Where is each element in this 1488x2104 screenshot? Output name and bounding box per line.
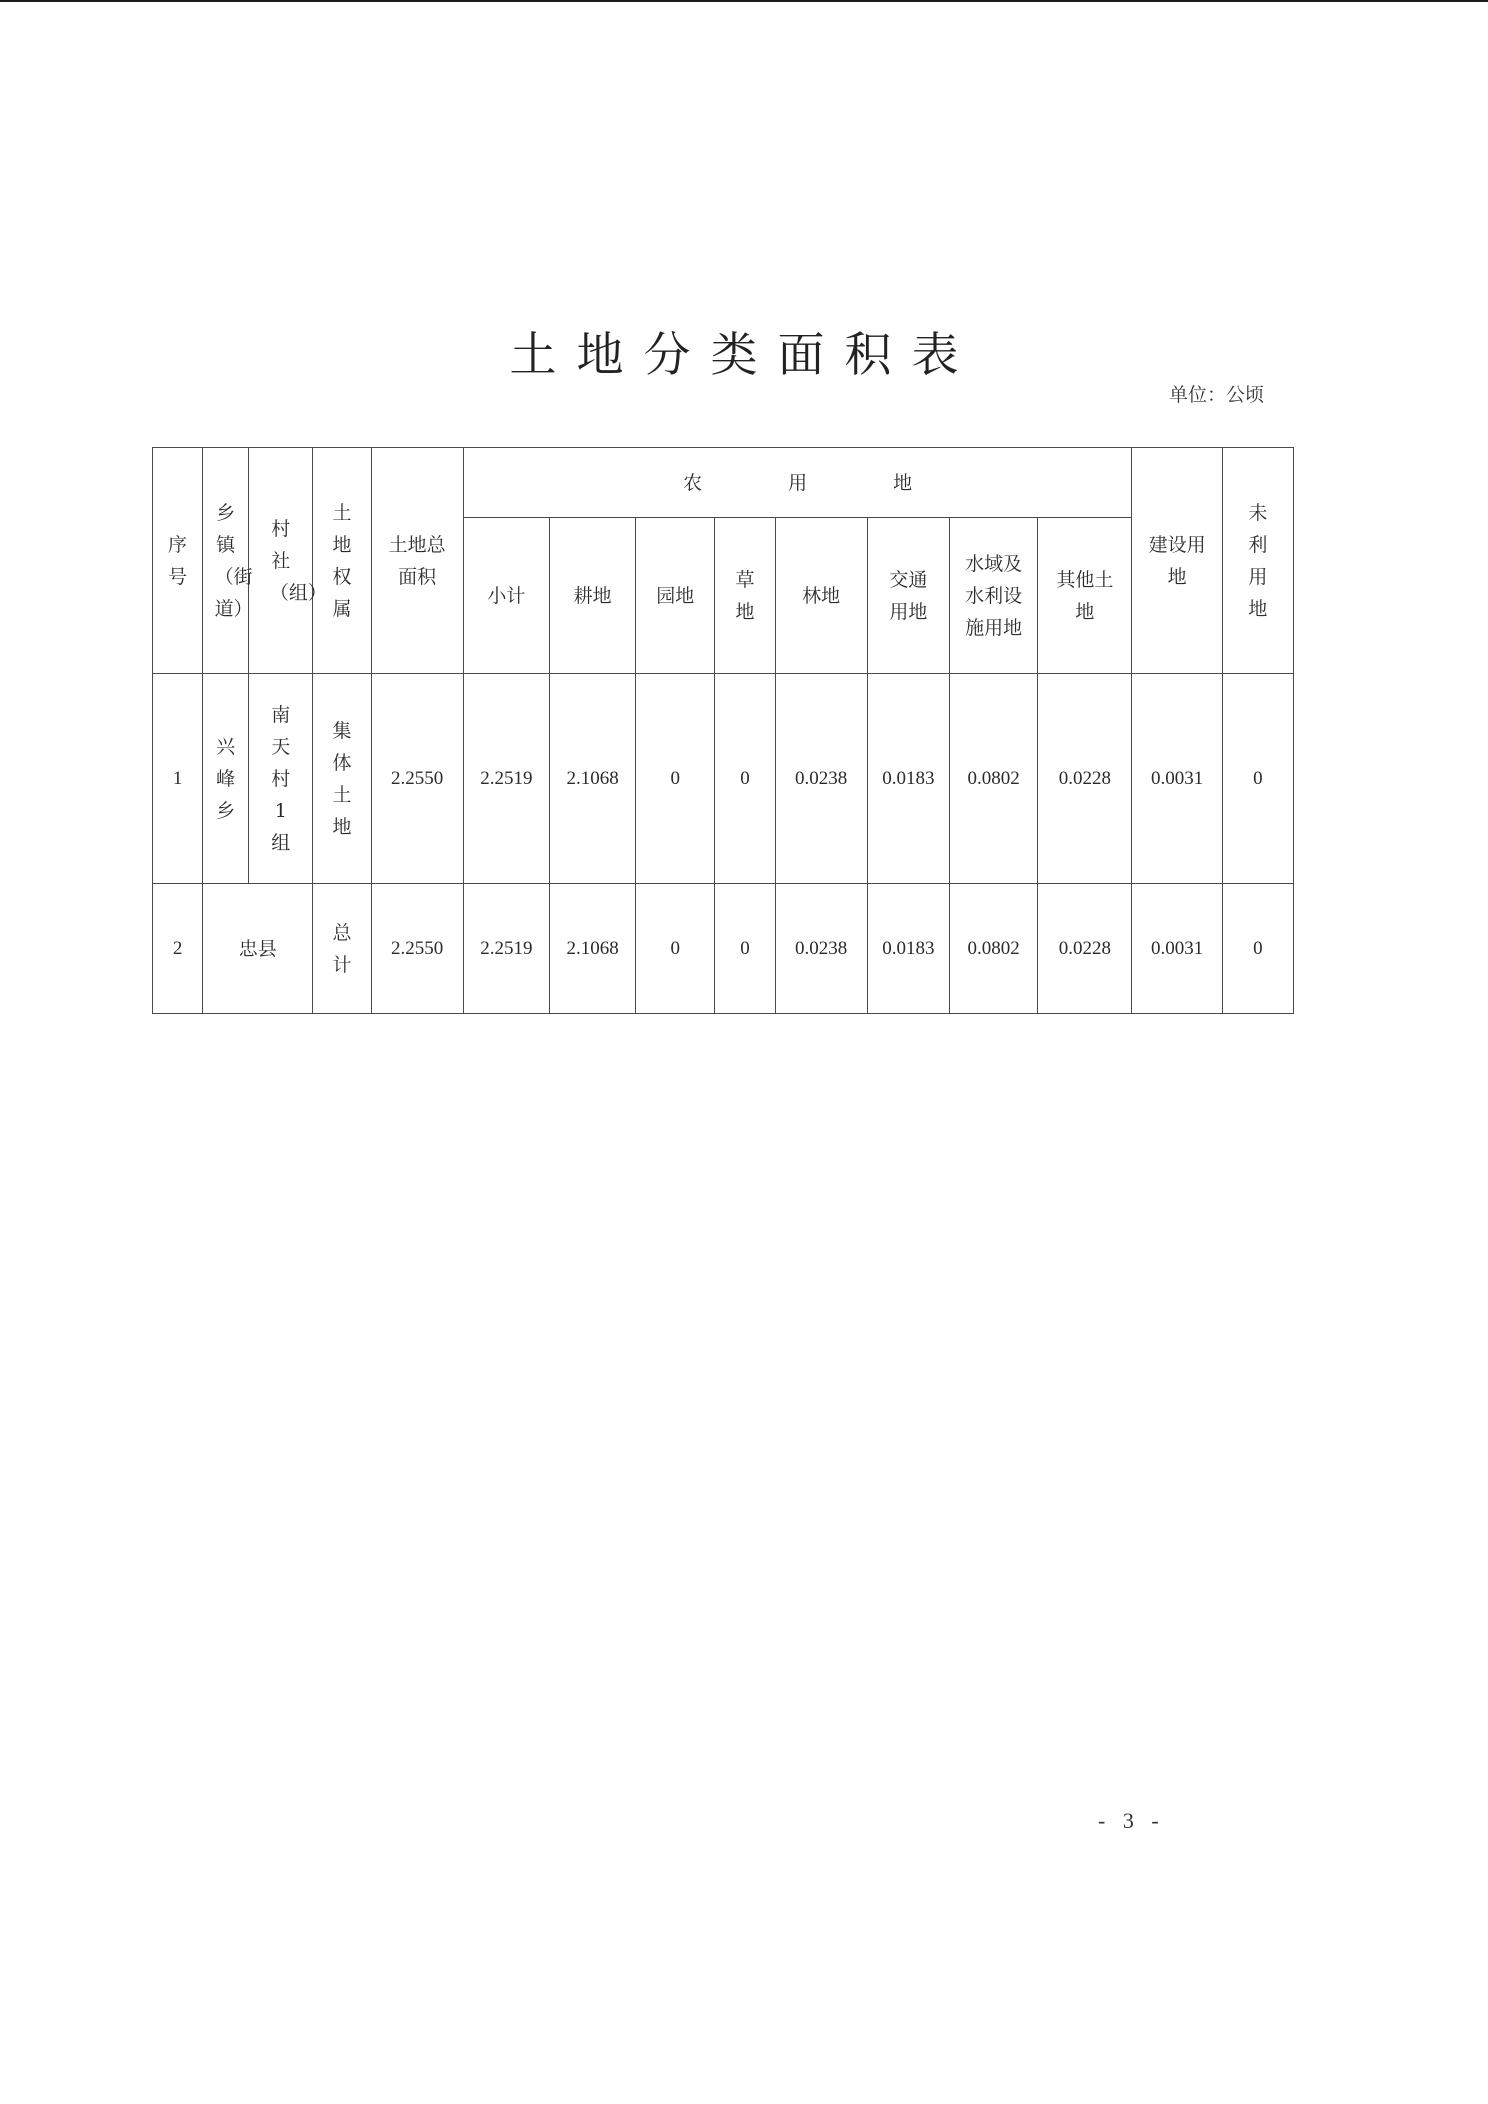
row1-other: 0.0228 [1038,674,1132,884]
header-other: 其他土地 [1038,518,1132,674]
row2-construction: 0.0031 [1132,884,1222,1014]
header-agricultural-land: 农用地 [463,448,1132,518]
row1-township: 兴峰乡 [203,674,249,884]
table-row [153,674,1294,884]
row1-water: 0.0802 [950,674,1038,884]
row2-seq: 2 [153,884,203,1014]
header-village: 村社（组） [249,448,313,674]
row2-ownership: 总计 [313,884,371,1014]
row2-unused: 0 [1222,884,1293,1014]
row2-arable: 2.1068 [549,884,635,1014]
header-row-1 [153,448,1294,518]
row2-township: 忠县 [203,884,313,1014]
row2-water: 0.0802 [950,884,1038,1014]
header-township: 乡镇（街道） [203,448,249,674]
row1-seq: 1 [153,674,203,884]
row1-village: 南天村1组 [249,674,313,884]
header-garden: 园地 [636,518,715,674]
unit-label: 单位：公顷 [1168,384,1264,406]
header-total-area: 土地总面积 [371,448,463,674]
header-unused-land: 未利用地 [1222,448,1293,674]
page-title: 土地分类面积表 [509,328,979,383]
page-number: - 3 - [1098,1808,1165,1833]
row2-forest: 0.0238 [775,884,867,1014]
row1-arable: 2.1068 [549,674,635,884]
header-subtotal: 小计 [463,518,549,674]
row2-subtotal: 2.2519 [463,884,549,1014]
row2-other: 0.0228 [1038,884,1132,1014]
row1-garden: 0 [636,674,715,884]
header-arable: 耕地 [549,518,635,674]
row2-garden: 0 [636,884,715,1014]
row1-subtotal: 2.2519 [463,674,549,884]
header-seq: 序号 [153,448,203,674]
row2-total-area: 2.2550 [371,884,463,1014]
header-water: 水域及水利设施用地 [950,518,1038,674]
row2-transport: 0.0183 [867,884,949,1014]
row1-construction: 0.0031 [1132,674,1222,884]
table-row [153,884,1294,1014]
row1-grass: 0 [715,674,775,884]
row1-total-area: 2.2550 [371,674,463,884]
header-ownership: 土地权属 [313,448,371,674]
row1-unused: 0 [1222,674,1293,884]
page-top-border [0,0,1488,2]
row1-transport: 0.0183 [867,674,949,884]
row1-forest: 0.0238 [775,674,867,884]
land-classification-table [152,447,1294,1014]
header-construction-land: 建设用地 [1132,448,1222,674]
row2-grass: 0 [715,884,775,1014]
row1-ownership: 集体土地 [313,674,371,884]
header-forest: 林地 [775,518,867,674]
header-grass: 草地 [715,518,775,674]
header-transport: 交通用地 [867,518,949,674]
